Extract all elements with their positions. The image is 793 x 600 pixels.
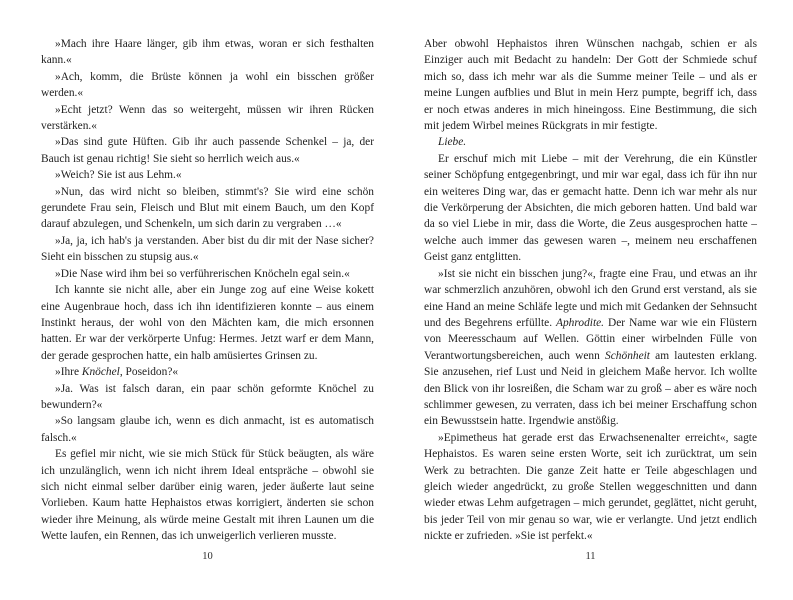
paragraph — [424, 430, 757, 545]
paragraph — [41, 134, 374, 167]
text-run: »Die Nase wird ihm bei so verführerischen Knöcheln egal sein.« — [55, 267, 350, 280]
text-run: »Ihre — [55, 366, 82, 379]
page-number-right: 11 — [585, 551, 596, 562]
paragraph — [41, 102, 374, 135]
emphasized-text: Aphrodite. — [556, 316, 605, 329]
text-run: »Mach ihre Haare länger, gib ihm etwas, woran er sich festhalten kann.« — [41, 38, 374, 67]
page-text-right — [424, 36, 757, 545]
paragraph — [41, 446, 374, 544]
text-run: Er erschuf mich mit Liebe – mit der Verehrung, die ein Künstler seiner Schöpfung entgegenbringt, und mir war egal, dass ich für ihn nur ein weiteres Ding war, das er gemacht hatte. Denn ich war mehr als nur die Verkörperung der Absichten, die mich geboren hatten. Und bald war da so viel Liebe in mir, dass die Worte, die Zeus ausgesprochen hatte – welche auch immer das gewesen waren –, meinem neu erschaffenen Geist ganz entglitten. — [424, 152, 757, 264]
paragraph — [424, 151, 757, 266]
text-run: »Das sind gute Hüften. Gib ihr auch passende Schenkel – ja, der Bauch ist genau richtig! Sie sieht so herrlich weich aus.« — [41, 136, 374, 165]
text-run: , Poseidon?« — [119, 366, 179, 379]
paragraph — [41, 381, 374, 414]
text-run: »Ja. Was ist falsch daran, ein paar schön geformte Knöchel zu bewundern?« — [41, 382, 374, 411]
paragraph — [424, 36, 757, 134]
text-run: »Nun, das wird nicht so bleiben, stimmt's? Sie wird eine schön gerundete Frau sein, Fleisch und Blut mit einem Bauch, um den Kopf darauf abzulegen, und Schenkeln, um sich darin zu vergraben …« — [41, 185, 374, 231]
text-run: Aber obwohl Hephaistos ihren Wünschen nachgab, schien er als Einziger auch mit Bedacht zu handeln: Der Gott der Schmiede schuf mich so, dass ich mehr war als die Summe meiner Teile – und als er meine Lungen aufblies und Blut in mein Herz pumpte, begriff ich, dass er noch etwas anderes in mich hineingoss. Eine Bestimmung, die sich mit jedem Wirbel meines Rückgrats in mir festigte. — [424, 38, 757, 133]
paragraph — [41, 233, 374, 266]
text-run: »Ist sie nicht ein bisschen jung?«, fragte eine Frau, und etwas an ihr war schmerzlich anzuhören, obwohl ich den Grund erst verstand, als sie eine Hand an meine Schläfe legte und mich mit Gedanken der Sehnsucht und des Begehrens erfüllte. — [424, 267, 757, 329]
emphasized-text: Knöchel — [81, 366, 120, 379]
page-text-left — [41, 36, 374, 545]
emphasized-text: Schönheit — [605, 349, 650, 362]
paragraph — [424, 266, 757, 430]
text-run: »Epimetheus hat gerade erst das Erwachsenenalter erreicht«, sagte Hephaistos. Es waren seine ersten Worte, seit ich zurücktrat, um sein Werk zu betrachten. Die ganze Zeit hatte er Teile abgeschlagen und gleich wieder angedrückt, zu große Stellen weggeschnitten und dann wieder etwas Lehm aufgetragen – mich gerundet, geglättet, nicht geruht, bis jeder Teil von mir genau so war, wie er verlangte. Und jetzt endlich nickte er zufrieden. »Sie ist perfekt.« — [424, 431, 757, 543]
paragraph — [41, 364, 374, 380]
text-run: »So langsam glaube ich, wenn es dich anmacht, ist es automatisch falsch.« — [41, 415, 374, 444]
page-number-left: 10 — [202, 551, 213, 562]
text-run: Es gefiel mir nicht, wie sie mich Stück für Stück beäugten, als wäre ich unzulänglich, wenn ich nicht ihrem Ideal entspräche – obwohl sie sich nicht einmal selber darüber einig waren, jeder äußerte laut seine Vorlieben. Kaum hatte Hephaistos etwas korrigiert, änderten sie schon wieder ihre Meinung, als würde meine Gestalt mit ihren Launen um die Wette laufen, ein Rennen, das ich unweigerlich verlieren musste. — [41, 448, 374, 543]
paragraph — [41, 282, 374, 364]
text-run: Der Name war wie ein Flüstern von Meeresschaum auf Wellen. Göttin einer wirbelnden Fülle von Verantwortungsbereichen, auch wenn — [424, 316, 757, 362]
text-run: »Ja, ja, ich hab's ja verstanden. Aber bist du dir mit der Nase sicher? Sieht ein bisschen zu stupsig aus.« — [41, 234, 374, 264]
emphasized-text: Liebe. — [438, 136, 467, 149]
text-run: Ich kannte sie nicht alle, aber ein Junge zog auf eine Weise kokett eine Augenbraue hoch, dass ich ihn identifizieren konnte – aus einem Instinkt heraus, der wohl von den Mächten kam, die mich ersonnen hatten. Er war der verkörperte Unfug: Hermes. Jetzt warf er dem Mann, der gerade gesprochen hatte, ein halb amüsiertes Grinsen zu. — [41, 284, 374, 362]
text-run: »Echt jetzt? Wenn das so weitergeht, müssen wir ihren Rücken verstärken.« — [41, 103, 374, 133]
book-page-right — [396, 0, 793, 600]
paragraph — [41, 167, 374, 183]
paragraph — [424, 134, 757, 150]
paragraph — [41, 413, 374, 446]
paragraph — [41, 184, 374, 233]
text-run: »Weich? Sie ist aus Lehm.« — [55, 169, 182, 182]
paragraph — [41, 36, 374, 69]
text-run: am lautesten erklang. Sie anzusehen, rief Lust und Neid in gleichem Maße hervor. Ich wollte den Blick von ihr losreißen, die Scham war zu groß – aber es wäre noch schlimmer gewesen, zu verraten, dass ich bei meiner Erschaffung schon ein Bewusstsein hatte. Irgendwie anstößig. — [424, 349, 757, 428]
text-run: »Ach, komm, die Brüste können ja wohl ein bisschen größer werden.« — [41, 70, 374, 100]
paragraph — [41, 266, 374, 282]
paragraph — [41, 69, 374, 102]
book-page-left — [0, 0, 396, 600]
